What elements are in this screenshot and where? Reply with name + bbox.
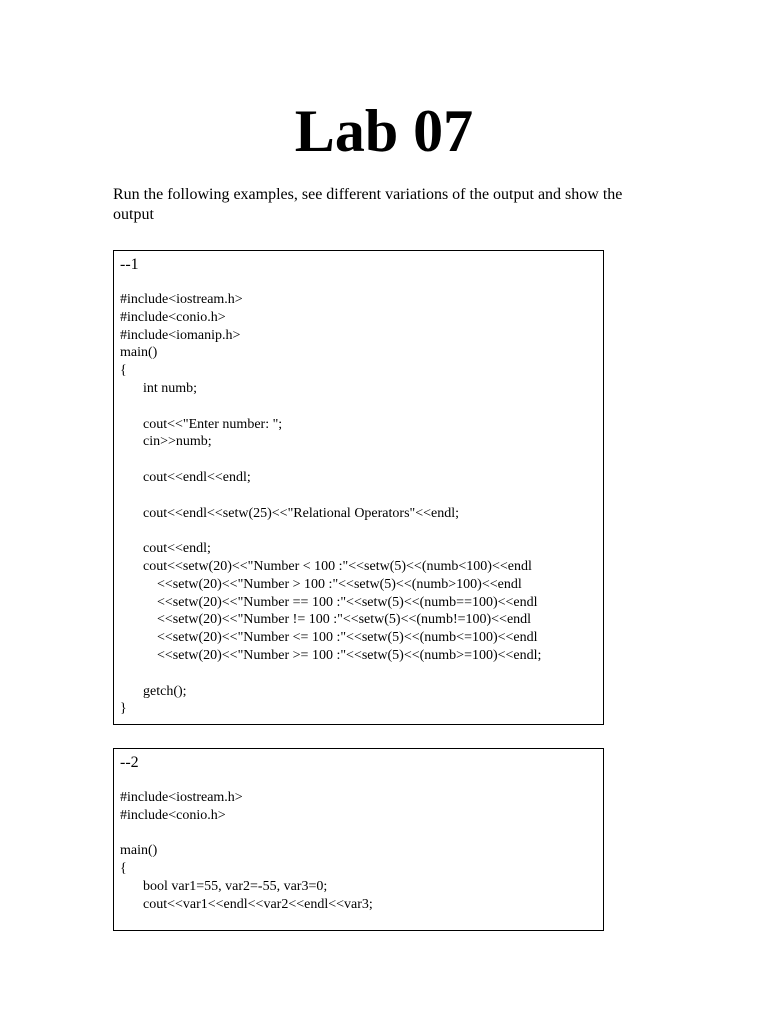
code-line: main(): [120, 345, 158, 361]
code-line: #include<iostream.h>: [120, 292, 243, 307]
page-title: Lab 07: [294, 98, 474, 164]
code-line: cout<<setw(20)<<"Number < 100 :"<<setw(5)<<(numb<100)<<endl: [143, 558, 532, 574]
code-line: {: [120, 861, 127, 877]
code-line: [120, 487, 603, 505]
code-line: cout<<"Enter number: ";: [143, 416, 283, 432]
code-line: [120, 825, 603, 843]
code-line: [120, 451, 603, 469]
code-line: int numb;: [143, 380, 198, 396]
code-line: <<setw(20)<<"Number > 100 :"<<setw(5)<<(numb>100)<<endl: [157, 576, 522, 592]
code-line: {: [120, 363, 127, 379]
code-line: <<setw(20)<<"Number <= 100 :"<<setw(5)<<(numb<=100)<<endl: [157, 630, 538, 646]
code-line: getch();: [143, 683, 187, 699]
code-line: [120, 665, 603, 683]
code-example-1: [113, 250, 604, 725]
code-line: #include<iostream.h>: [120, 790, 243, 805]
code-line: #include<conio.h>: [120, 807, 226, 823]
code-line: main(): [120, 843, 158, 859]
code-line: cout<<endl<<endl;: [143, 469, 251, 485]
code-body: [120, 789, 603, 914]
code-line: <<setw(20)<<"Number == 100 :"<<setw(5)<<(numb==100)<<endl: [157, 594, 538, 610]
code-line: <<setw(20)<<"Number >= 100 :"<<setw(5)<<(numb>=100)<<endl;: [157, 647, 542, 663]
example-heading: --2: [120, 754, 139, 771]
code-line: cout<<endl;: [143, 541, 211, 557]
code-line: #include<conio.h>: [120, 309, 226, 325]
code-example-2: [113, 748, 604, 931]
instructions-text: Run the following examples, see different variations of the output and show the output: [113, 186, 623, 223]
code-line: [120, 522, 603, 540]
code-line: bool var1=55, var2=-55, var3=0;: [143, 878, 328, 894]
code-body: [120, 291, 603, 718]
code-line: [120, 398, 603, 416]
code-line: cin>>numb;: [143, 434, 212, 450]
code-line: #include<iomanip.h>: [120, 327, 241, 343]
code-line: cout<<var1<<endl<<var2<<endl<<var3;: [143, 896, 373, 912]
example-heading: --1: [120, 256, 139, 273]
code-line: }: [120, 701, 127, 717]
code-line: cout<<endl<<setw(25)<<"Relational Operators"<<endl;: [143, 505, 460, 521]
code-line: <<setw(20)<<"Number != 100 :"<<setw(5)<<(numb!=100)<<endl: [157, 612, 532, 628]
